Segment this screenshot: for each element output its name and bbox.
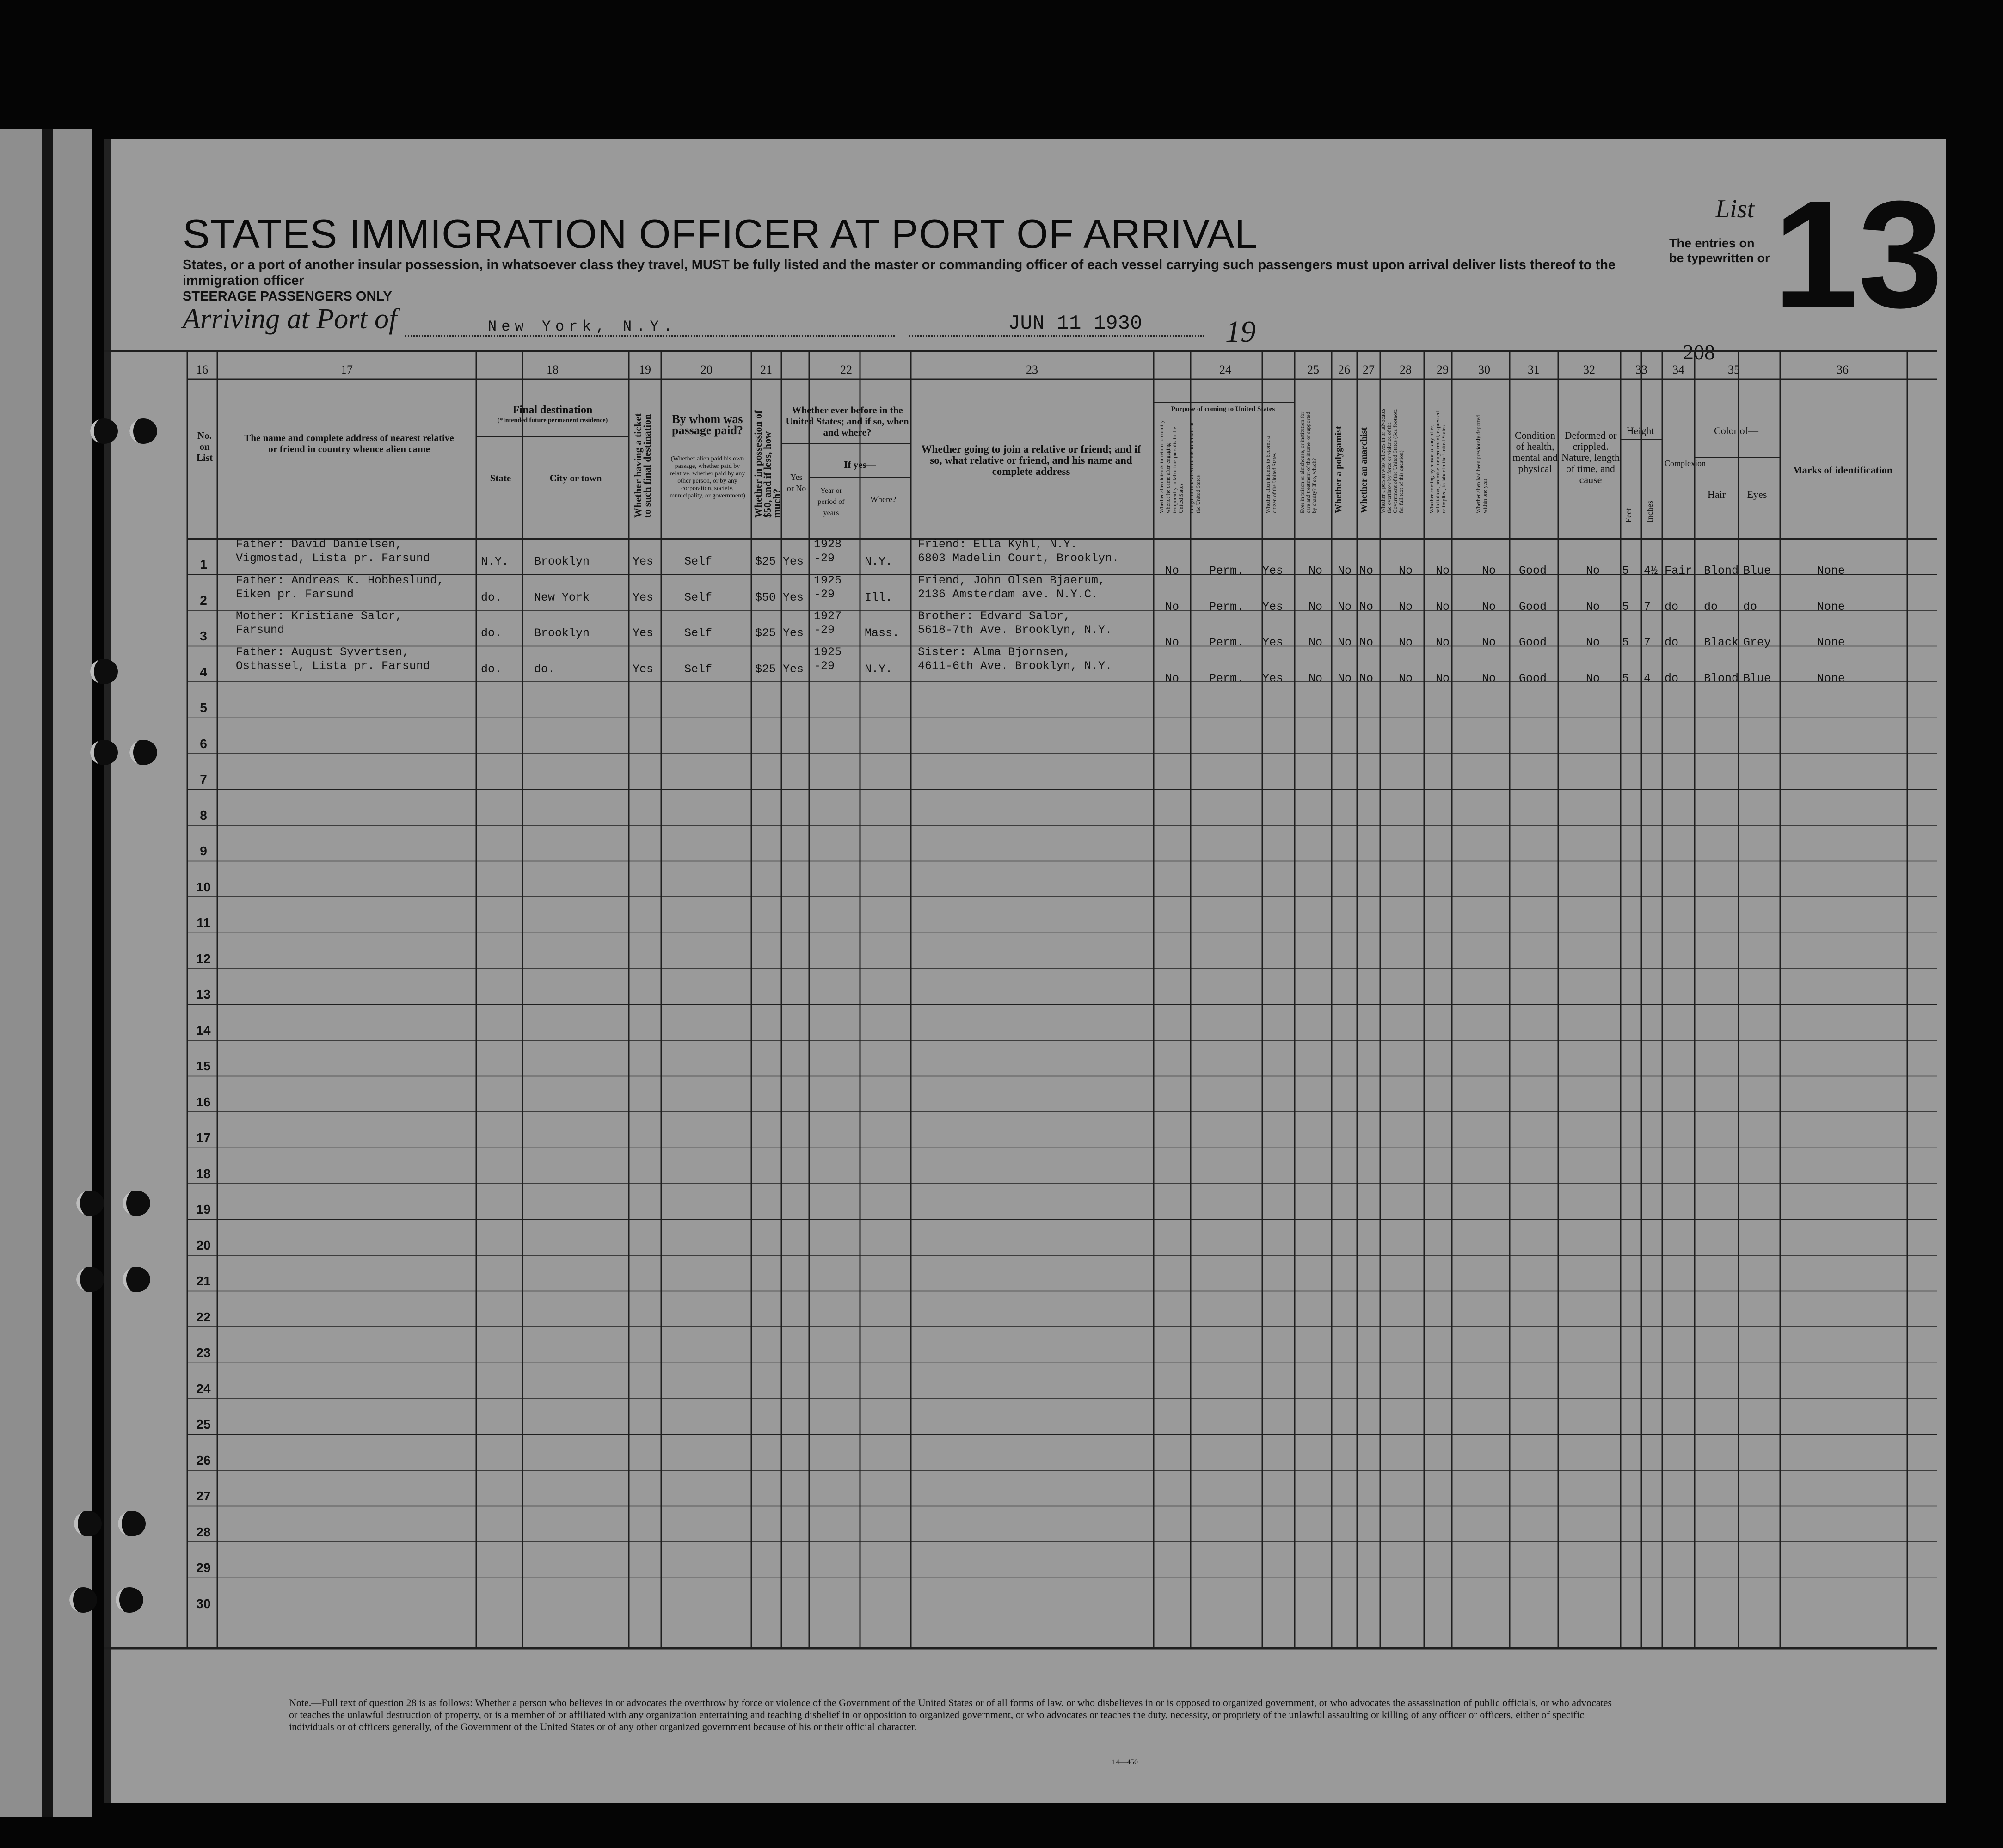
cell-health: Good: [1519, 564, 1547, 577]
cell-where: Mass.: [865, 626, 900, 640]
header-ever-before: Whether ever before in the United States; and if so, when and where?: [786, 405, 909, 438]
row-number: 17: [196, 1130, 211, 1145]
column-number: 28: [1400, 363, 1412, 376]
cell-inches: 4: [1644, 671, 1651, 685]
cell-state: N.Y.: [481, 555, 509, 568]
row-number: 6: [200, 736, 207, 751]
cell-ever: Yes: [783, 662, 804, 676]
cell-city: New York: [534, 590, 590, 604]
cell-city: Brooklyn: [534, 626, 590, 640]
cell-eyes: do: [1743, 600, 1757, 614]
cell-anarchist: No: [1359, 671, 1374, 685]
cell-q28: No: [1399, 636, 1413, 649]
cell-return: No: [1165, 636, 1180, 649]
cell-health: Good: [1519, 671, 1547, 685]
cell-anarchist: No: [1359, 600, 1374, 614]
cell-ticket: Yes: [633, 590, 654, 604]
cell-relative-l1: Father: Andreas K. Hobbeslund,: [236, 573, 444, 587]
cell-q30: No: [1482, 564, 1496, 577]
cell-join-l1: Friend: Ella Kyhl, N.Y.: [918, 538, 1078, 551]
cell-state: do.: [481, 662, 502, 676]
header-hair: Hair: [1707, 489, 1726, 500]
form-number: 14—450: [1112, 1758, 1138, 1766]
cell-years-l1: 1927: [814, 609, 842, 623]
row-number: 1: [200, 557, 207, 571]
cell-where: N.Y.: [865, 555, 893, 568]
arrival-date-stamp: JUN 11 1930: [1008, 312, 1143, 335]
cell-health: Good: [1519, 600, 1547, 614]
cell-where: Ill.: [865, 590, 893, 604]
row-number: 22: [196, 1309, 211, 1324]
cell-join-l2: 2136 Amsterdam ave. N.Y.C.: [918, 587, 1099, 601]
header-state: State: [490, 473, 511, 484]
row-number: 9: [200, 844, 207, 858]
cell-deformed: No: [1586, 600, 1600, 614]
cell-hair: do: [1704, 600, 1718, 614]
cell-years-l2: -29: [814, 552, 835, 565]
header-purpose-citizen: Whether alien intends to become a citizen of the United States: [1265, 436, 1278, 513]
cell-eyes: Blue: [1743, 671, 1771, 685]
cell-complexion: Fair: [1665, 564, 1693, 577]
cell-polygamist: No: [1338, 600, 1352, 614]
cell-relative-l2: Farsund: [236, 623, 285, 637]
cell-complexion: do: [1665, 600, 1679, 614]
column-number: 16: [196, 363, 208, 376]
cell-q29: No: [1436, 564, 1450, 577]
cell-citizen: Yes: [1262, 600, 1284, 614]
header-q30: Whether alien had been previously deported within one year: [1475, 415, 1488, 513]
footnote-question-28: Note.—Full text of question 28 is as follows: Whether a person who believes in or advocates the overthrow by force or violence of the Government of the United States or of all forms of law, or who disbelieves in or is opposed to organized government, or who advocates the assassination of public officials, or who advocates or teaches the unlawful destruction of property, or is a member of or affiliated with any organization entertaining and teaching disbelief in or opposition to organized government, or who advocates or teaches the duty, necessity, or propriety of the unlawful assaulting or killing of any officer or officers, either of specific individuals or of officers generally, of the Government of the United States or of any other organized government because of his or their official character.: [289, 1697, 1612, 1732]
cell-ticket: Yes: [633, 555, 654, 568]
cell-paid-by: Self: [684, 626, 713, 640]
row-number: 19: [196, 1202, 211, 1216]
header-if-yes: If yes—: [844, 459, 876, 470]
cell-q29: No: [1436, 636, 1450, 649]
cell-length: Perm.: [1209, 564, 1244, 577]
header-feet: Feet: [1624, 508, 1633, 522]
cell-length: Perm.: [1209, 636, 1244, 649]
row-number: 23: [196, 1345, 211, 1360]
cell-anarchist: No: [1359, 636, 1374, 649]
cell-marks: None: [1817, 564, 1845, 577]
page-title: STATES IMMIGRATION OFFICER AT PORT OF ARRIVAL: [183, 211, 1258, 257]
cell-feet: 5: [1622, 636, 1629, 649]
column-number: 27: [1363, 363, 1375, 376]
cell-complexion: do: [1665, 636, 1679, 649]
column-number: 36: [1837, 363, 1849, 376]
arriving-label: Arriving at Port of: [183, 303, 397, 335]
header-purpose-return: Whether alien intends to return to country whence he came after engaging temporarily in laborious pursuits in the United States: [1158, 420, 1184, 513]
cell-paid-by: Self: [684, 662, 713, 676]
cell-city: do.: [534, 662, 555, 676]
cell-length: Perm.: [1209, 600, 1244, 614]
cell-join-l1: Brother: Edvard Salor,: [918, 609, 1071, 623]
cell-prison: No: [1309, 671, 1323, 685]
cell-ticket: Yes: [633, 626, 654, 640]
cell-relative-l1: Father: August Syvertsen,: [236, 645, 410, 659]
page-stamp-number: 208: [1683, 340, 1715, 364]
cell-join-l2: 5618-7th Ave. Brooklyn, N.Y.: [918, 623, 1112, 637]
cell-anarchist: No: [1359, 564, 1374, 577]
cell-citizen: Yes: [1262, 564, 1284, 577]
column-number: 33: [1635, 363, 1647, 376]
column-number: 34: [1672, 363, 1684, 376]
row-number: 14: [196, 1023, 211, 1038]
cell-q30: No: [1482, 600, 1496, 614]
column-number: 32: [1583, 363, 1595, 376]
cell-hair: Blond: [1704, 564, 1739, 577]
column-number: 25: [1307, 363, 1319, 376]
column-number: 23: [1026, 363, 1038, 376]
row-number: 10: [196, 879, 211, 894]
cell-return: No: [1165, 600, 1180, 614]
row-number: 12: [196, 951, 211, 966]
row-number: 7: [200, 772, 207, 786]
header-marks: Marks of identification: [1792, 464, 1893, 476]
cell-q29: No: [1436, 671, 1450, 685]
row-number: 5: [200, 700, 207, 715]
cell-inches: 4½: [1644, 564, 1658, 577]
cell-hair: Black: [1704, 636, 1739, 649]
cell-paid-by: Self: [684, 590, 713, 604]
header-by-whom-note: (Whether alien paid his own passage, whether paid by relative, whether paid by any other person, or by any corporation, society, municipality, or government): [670, 455, 745, 499]
cell-inches: 7: [1644, 636, 1651, 649]
column-number: 29: [1437, 363, 1449, 376]
column-number: 26: [1338, 363, 1350, 376]
cell-join-l1: Friend, John Olsen Bjaerum,: [918, 573, 1106, 587]
header-anarchist: Whether an anarchist: [1359, 427, 1369, 513]
header-height: Height: [1626, 425, 1654, 436]
cell-polygamist: No: [1338, 564, 1352, 577]
cell-marks: None: [1817, 600, 1845, 614]
row-number: 8: [200, 808, 207, 823]
row-number: 4: [200, 664, 207, 679]
cell-q28: No: [1399, 671, 1413, 685]
header-by-whom: By whom was passage paid?: [672, 412, 743, 437]
cell-q28: No: [1399, 564, 1413, 577]
row-number: 3: [200, 629, 207, 643]
row-number: 28: [196, 1524, 211, 1539]
cell-eyes: Blue: [1743, 564, 1771, 577]
column-number: 17: [341, 363, 353, 376]
header-purpose: Purpose of coming to United States: [1171, 405, 1275, 413]
cell-q30: No: [1482, 636, 1496, 649]
cell-state: do.: [481, 626, 502, 640]
port-value: New York, N.Y.: [488, 318, 677, 335]
row-number: 30: [196, 1596, 211, 1611]
cell-years-l2: -29: [814, 623, 835, 637]
header-where: Where?: [870, 495, 896, 504]
row-number: 24: [196, 1381, 211, 1396]
cell-inches: 7: [1644, 600, 1651, 614]
cell-eyes: Grey: [1743, 636, 1771, 649]
list-note-line-2: be typewritten or: [1669, 251, 1770, 265]
cell-polygamist: No: [1338, 636, 1352, 649]
cell-relative-l2: Eiken pr. Farsund: [236, 587, 354, 601]
cell-feet: 5: [1622, 600, 1629, 614]
header-inches: Inches: [1645, 501, 1654, 522]
cell-join-l1: Sister: Alma Bjornsen,: [918, 645, 1071, 659]
cell-join-l2: 6803 Madelin Court, Brooklyn.: [918, 552, 1119, 565]
header-final-destination: Final destination: [512, 404, 593, 416]
cell-return: No: [1165, 564, 1180, 577]
cell-ever: Yes: [783, 626, 804, 640]
cell-q29: No: [1436, 600, 1450, 614]
row-number: 29: [196, 1560, 211, 1575]
cell-ever: Yes: [783, 590, 804, 604]
row-number: 27: [196, 1489, 211, 1503]
cell-q30: No: [1482, 671, 1496, 685]
header-ticket: Whether having a ticket to such final destination: [632, 413, 653, 518]
row-number: 26: [196, 1453, 211, 1467]
cell-years-l2: -29: [814, 659, 835, 673]
header-polygamist: Whether a polygamist: [1333, 426, 1344, 513]
cell-marks: None: [1817, 636, 1845, 649]
row-number: 25: [196, 1417, 211, 1431]
subtitle-line-1: States, or a port of another insular possession, in whatsoever class they travel, MUST be fully listed and the master or commanding officer of each vessel carrying such passengers must upon arrival deliver lists thereof to the immigration officer: [183, 258, 1616, 288]
column-number: 22: [840, 363, 852, 376]
cell-state: do.: [481, 590, 502, 604]
header-complexion: Complexion: [1665, 459, 1706, 468]
cell-money: $25: [755, 662, 776, 676]
header-money: Whether in possession of $50, and if less, how much?: [752, 410, 782, 518]
column-number: 21: [760, 363, 772, 376]
cell-relative-l1: Mother: Kristiane Salor,: [236, 609, 403, 623]
header-q28: Whether a person who believes in or advocates the overthrow by force or violence of the Government of the United States (See footnote for full text of this question): [1380, 408, 1404, 513]
column-number: 35: [1728, 363, 1740, 376]
column-number: 18: [547, 363, 559, 376]
cell-polygamist: No: [1338, 671, 1352, 685]
cell-prison: No: [1309, 600, 1323, 614]
header-eyes: Eyes: [1747, 489, 1767, 500]
cell-money: $25: [755, 626, 776, 640]
cell-deformed: No: [1586, 636, 1600, 649]
cell-deformed: No: [1586, 564, 1600, 577]
row-number: 16: [196, 1094, 211, 1109]
header-final-destination-note: (*Intended future permanent residence): [497, 417, 608, 424]
column-number: 30: [1478, 363, 1490, 376]
subtitle-line-2: STEERAGE PASSENGERS ONLY: [183, 289, 392, 304]
cell-deformed: No: [1586, 671, 1600, 685]
header-purpose-length: Length of time alien intends to remain in the United States: [1188, 422, 1201, 513]
column-number: 19: [639, 363, 651, 376]
header-deformed: Deformed or crippled. Nature, length of time, and cause: [1561, 430, 1620, 485]
cell-relative-l2: Vigmostad, Lista pr. Farsund: [236, 552, 430, 565]
cell-money: $25: [755, 555, 776, 568]
header-city: City or town: [549, 473, 602, 484]
cell-prison: No: [1309, 636, 1323, 649]
header-year-period: Year or period of years: [817, 487, 845, 517]
cell-hair: Blond: [1704, 671, 1739, 685]
cell-relative-l2: Osthassel, Lista pr. Farsund: [236, 659, 430, 673]
cell-feet: 5: [1622, 671, 1629, 685]
row-number: 21: [196, 1274, 211, 1288]
row-number: 20: [196, 1238, 211, 1252]
cell-marks: None: [1817, 671, 1845, 685]
year-prefix: 19: [1225, 315, 1256, 349]
cell-feet: 5: [1622, 564, 1629, 577]
cell-paid-by: Self: [684, 555, 713, 568]
cell-ever: Yes: [783, 555, 804, 568]
header-join-relative: Whether going to join a relative or friend; and if so, what relative or friend, and his name and complete address: [921, 443, 1141, 477]
cell-health: Good: [1519, 636, 1547, 649]
cell-ticket: Yes: [633, 662, 654, 676]
cell-join-l2: 4611-6th Ave. Brooklyn, N.Y.: [918, 659, 1112, 673]
cell-years-l1: 1925: [814, 645, 842, 659]
list-note-line-1: The entries on: [1669, 236, 1755, 250]
list-label: List: [1715, 195, 1755, 223]
row-number: 2: [200, 593, 207, 608]
cell-years-l1: 1925: [814, 573, 842, 587]
row-number: 15: [196, 1059, 211, 1073]
cell-money: $50: [755, 590, 776, 604]
cell-complexion: do: [1665, 671, 1679, 685]
column-number: 24: [1219, 363, 1231, 376]
cell-years-l2: -29: [814, 587, 835, 601]
header-nearest-relative: The name and complete address of nearest relative or friend in country whence alien came: [244, 432, 454, 454]
header-q29: Whether coming by reason of any offer, solicitation, promise, or agreement, expressed or implied, to labor in the United States: [1428, 411, 1447, 513]
header-yes-or-no: Yes or No: [786, 473, 806, 493]
row-number: 18: [196, 1166, 211, 1181]
column-number: 20: [700, 363, 713, 376]
header-no-on-list: No. on List: [196, 430, 213, 463]
cell-q28: No: [1399, 600, 1413, 614]
cell-return: No: [1165, 671, 1180, 685]
column-number: 31: [1528, 363, 1540, 376]
cell-where: N.Y.: [865, 662, 893, 676]
cell-prison: No: [1309, 564, 1323, 577]
cell-relative-l1: Father: David Danielsen,: [236, 538, 403, 551]
header-color-of: Color of—: [1714, 425, 1758, 436]
cell-citizen: Yes: [1262, 671, 1284, 685]
header-health: Condition of health, mental and physical: [1512, 430, 1558, 474]
cell-citizen: Yes: [1262, 636, 1284, 649]
cell-city: Brooklyn: [534, 555, 590, 568]
row-number: 11: [197, 915, 210, 930]
header-prison: Ever in prison or almshouse, or institution for care and treatment of the insane, or supported by charity? If so, which?: [1299, 411, 1317, 513]
list-number: 13: [1773, 169, 1943, 339]
cell-length: Perm.: [1209, 671, 1244, 685]
row-number: 13: [196, 987, 211, 1001]
cell-years-l1: 1928: [814, 538, 842, 551]
